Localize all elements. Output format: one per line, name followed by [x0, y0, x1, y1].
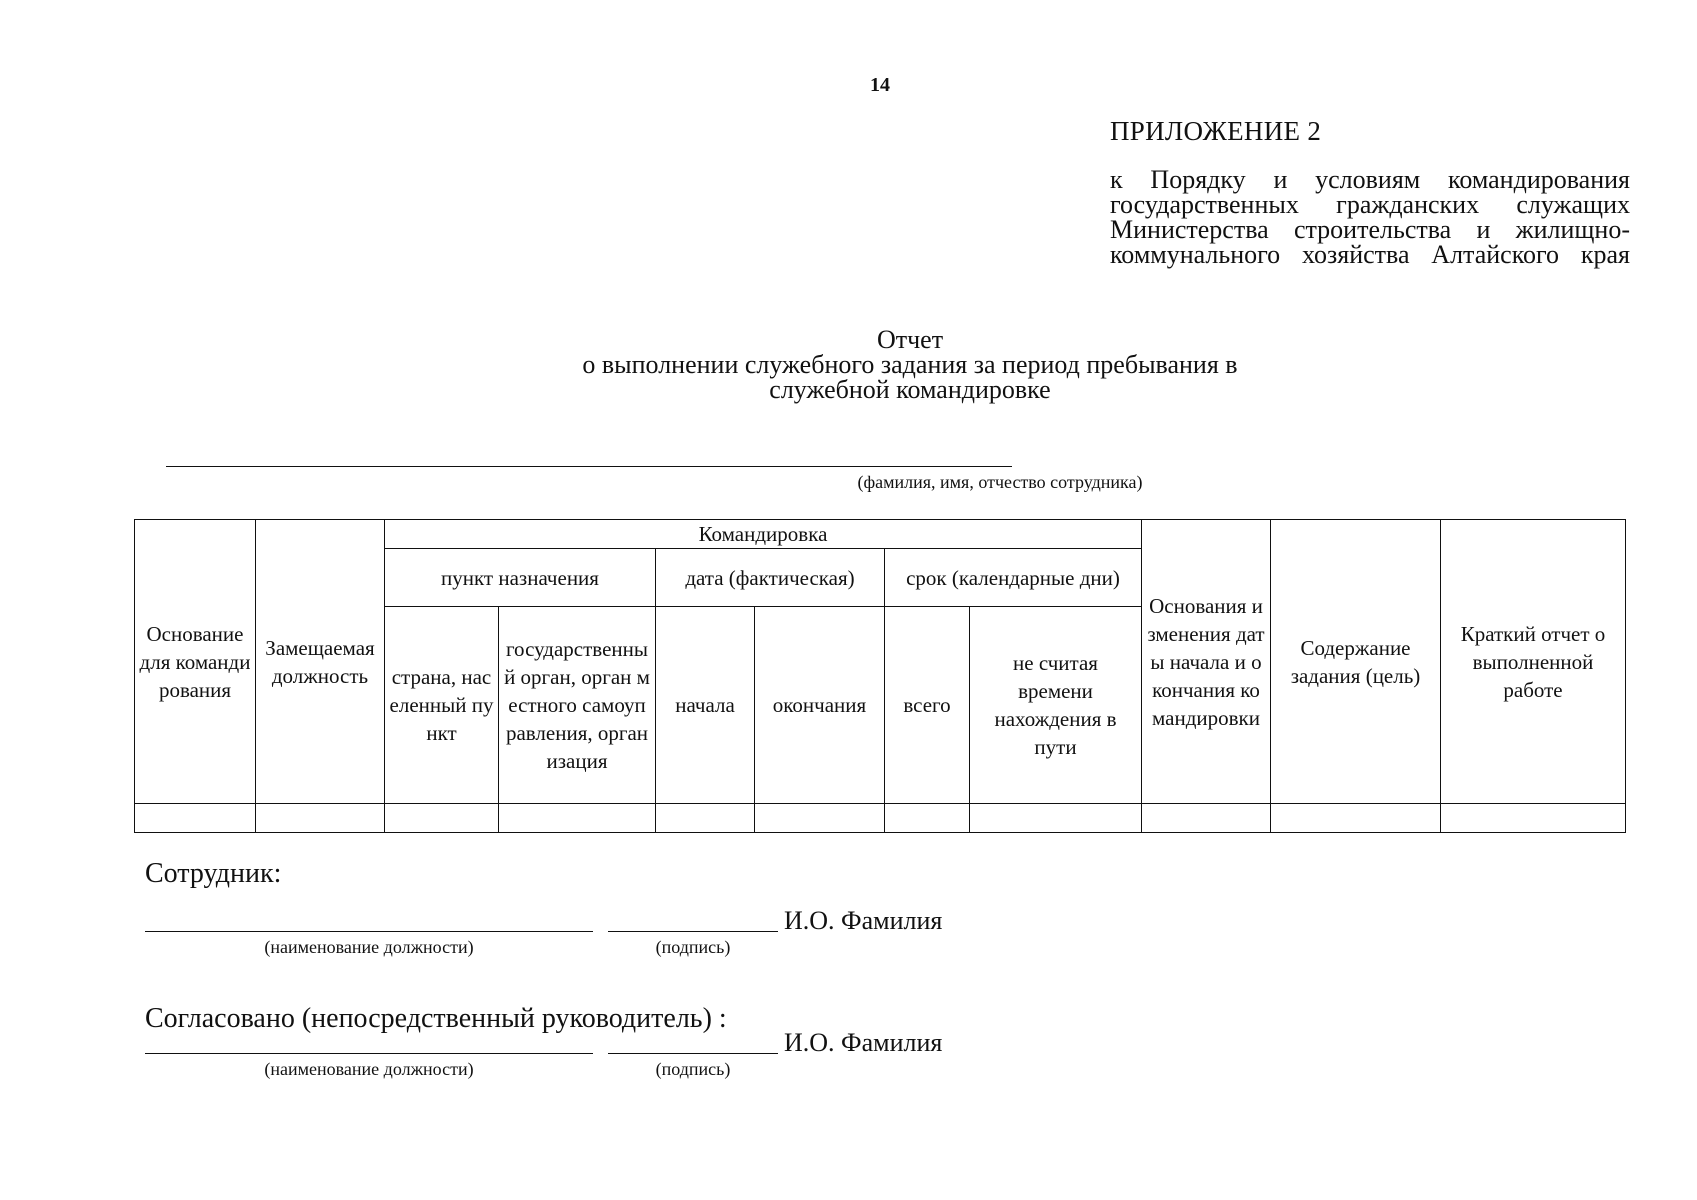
header-task: Содержание задания (цель): [1271, 520, 1441, 804]
header-change-basis: Основания изменения даты начала и окончания командировки: [1142, 520, 1271, 804]
table-cell[interactable]: [499, 804, 656, 833]
employee-position-field[interactable]: [145, 931, 593, 932]
table-cell[interactable]: [755, 804, 885, 833]
employee-name-field[interactable]: [166, 466, 1012, 467]
table-cell[interactable]: [656, 804, 755, 833]
table-cell[interactable]: [1142, 804, 1271, 833]
report-title-block: [480, 327, 1340, 402]
header-organization: государственный орган, орган местного самоуправления, организация: [499, 607, 656, 804]
report-table: [134, 519, 1626, 833]
header-date-actual: дата (фактическая): [656, 549, 885, 607]
employee-signature-caption: (подпись): [655, 937, 731, 957]
approval-signature-field[interactable]: [608, 1053, 778, 1054]
report-title: Отчет: [876, 325, 944, 354]
header-without-travel: не считая времени нахождения в пути: [970, 607, 1142, 804]
header-trip: Командировка: [385, 520, 1142, 549]
header-summary: Краткий отчет о выполненной работе: [1441, 520, 1626, 804]
header-end: окончания: [755, 607, 885, 804]
report-subtitle-line-1: о выполнении служебного задания за период пребывания в: [582, 350, 1238, 379]
approval-position-field[interactable]: [145, 1053, 593, 1054]
header-term: срок (календарные дни): [885, 549, 1142, 607]
table-cell[interactable]: [1441, 804, 1626, 833]
employee-signature-heading: Сотрудник:: [145, 858, 282, 889]
table-cell[interactable]: [970, 804, 1142, 833]
employee-signature-field[interactable]: [608, 931, 778, 932]
header-position: Замещаемая должность: [256, 520, 385, 804]
table-cell[interactable]: [135, 804, 256, 833]
table-cell[interactable]: [885, 804, 970, 833]
header-basis: Основание для командирования: [135, 520, 256, 804]
employee-position-caption: (наименование должности): [264, 937, 474, 957]
header-destination: пункт назначения: [385, 549, 656, 607]
appendix-title: ПРИЛОЖЕНИЕ 2: [1110, 116, 1322, 146]
approval-signature-heading: Согласовано (непосредственный руководитель) :: [145, 1003, 727, 1034]
page-number: 14: [870, 74, 890, 96]
table-cell[interactable]: [256, 804, 385, 833]
employee-name: И.О. Фамилия: [784, 906, 943, 935]
report-subtitle-line-2: служебной командировке: [769, 375, 1051, 404]
table-cell[interactable]: [385, 804, 499, 833]
appendix-subtitle: к Порядку и условиям командирования государственных гражданских служащих Министерства строительства и жилищно-коммунального хозяйства Алтайского края: [1110, 165, 1630, 269]
approval-position-caption: (наименование должности): [264, 1059, 474, 1079]
header-total: всего: [885, 607, 970, 804]
table-cell[interactable]: [1271, 804, 1441, 833]
header-country: страна, населенный пункт: [385, 607, 499, 804]
approval-name: И.О. Фамилия: [784, 1028, 943, 1057]
table-row: [135, 804, 1626, 833]
header-start: начала: [656, 607, 755, 804]
approval-signature-caption: (подпись): [655, 1059, 731, 1079]
employee-name-caption: (фамилия, имя, отчество сотрудника): [857, 472, 1143, 492]
